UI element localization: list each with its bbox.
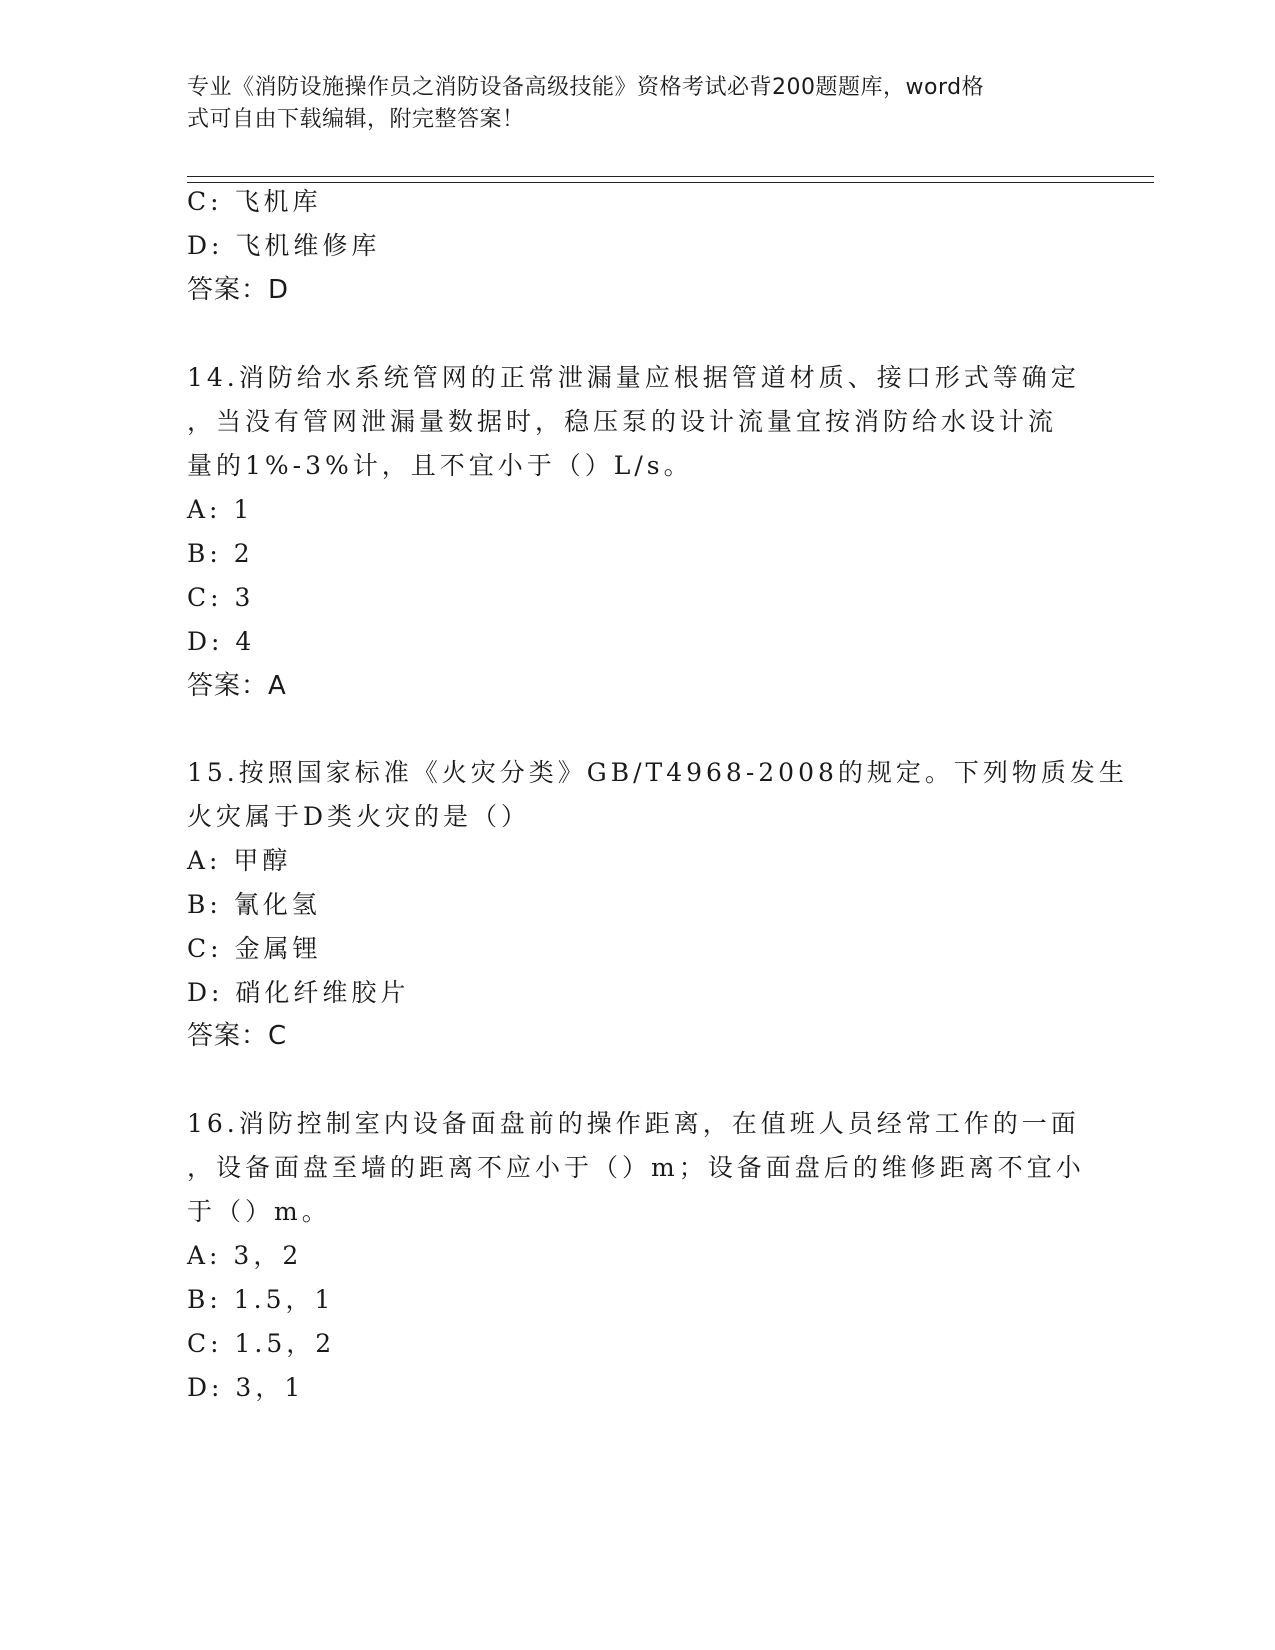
q16-stem-line-2: ，设备面盘至墙的距离不应小于（）m；设备面盘后的维修距离不宜小: [187, 1153, 1085, 1182]
q14-stem-line-3: 量的1%-3%计，且不宜小于（）L/s。: [187, 451, 693, 480]
q15-option-a: A: 甲醇: [187, 846, 292, 875]
q16-option-b: B: 1.5，1: [187, 1285, 335, 1314]
q15-answer: 答案：C: [187, 1021, 288, 1051]
q14-stem-line-2: ，当没有管网泄漏量数据时，稳压泵的设计流量宜按消防给水设计流: [187, 407, 1058, 436]
q14-option-c: C: 3: [187, 583, 255, 612]
header-divider-top: [187, 176, 1154, 177]
q15-stem-line-2: 火灾属于D类火灾的是（）: [187, 802, 531, 831]
q16-stem-line-3: 于（）m。: [187, 1197, 331, 1226]
q14-stem-line-1: 14.消防给水系统管网的正常泄漏量应根据管道材质、接口形式等确定: [187, 363, 1080, 392]
page-header: [187, 72, 1067, 136]
header-line-1: 专业《消防设施操作员之消防设备高级技能》资格考试必背200题题库，word格: [187, 75, 985, 100]
q16-stem-line-1: 16.消防控制室内设备面盘前的操作距离，在值班人员经常工作的一面: [187, 1109, 1080, 1138]
q15-option-b: B: 氰化氢: [187, 890, 321, 919]
q13-answer: 答案：D: [187, 275, 290, 305]
q14-option-a: A: 1: [187, 495, 254, 524]
header-line-2: 式可自由下载编辑，附完整答案！: [187, 107, 525, 132]
q14-answer: 答案：A: [187, 671, 287, 701]
q16-option-a: A: 3，2: [187, 1241, 303, 1270]
q15-stem-line-1: 15.按照国家标准《火灾分类》GB/T4968-2008的规定。下列物质发生: [187, 758, 1128, 787]
q15-option-c: C: 金属锂: [187, 934, 322, 963]
header-divider-bottom: [187, 182, 1154, 183]
q14-option-b: B: 2: [187, 539, 254, 568]
q13-option-d: D: 飞机维修库: [187, 231, 381, 260]
q13-option-c: C: 飞机库: [187, 187, 322, 216]
q16-option-c: C: 1.5，2: [187, 1329, 336, 1358]
q14-option-d: D: 4: [187, 627, 256, 656]
q16-option-d: D: 3，1: [187, 1373, 305, 1402]
q15-option-d: D: 硝化纤维胶片: [187, 978, 410, 1007]
